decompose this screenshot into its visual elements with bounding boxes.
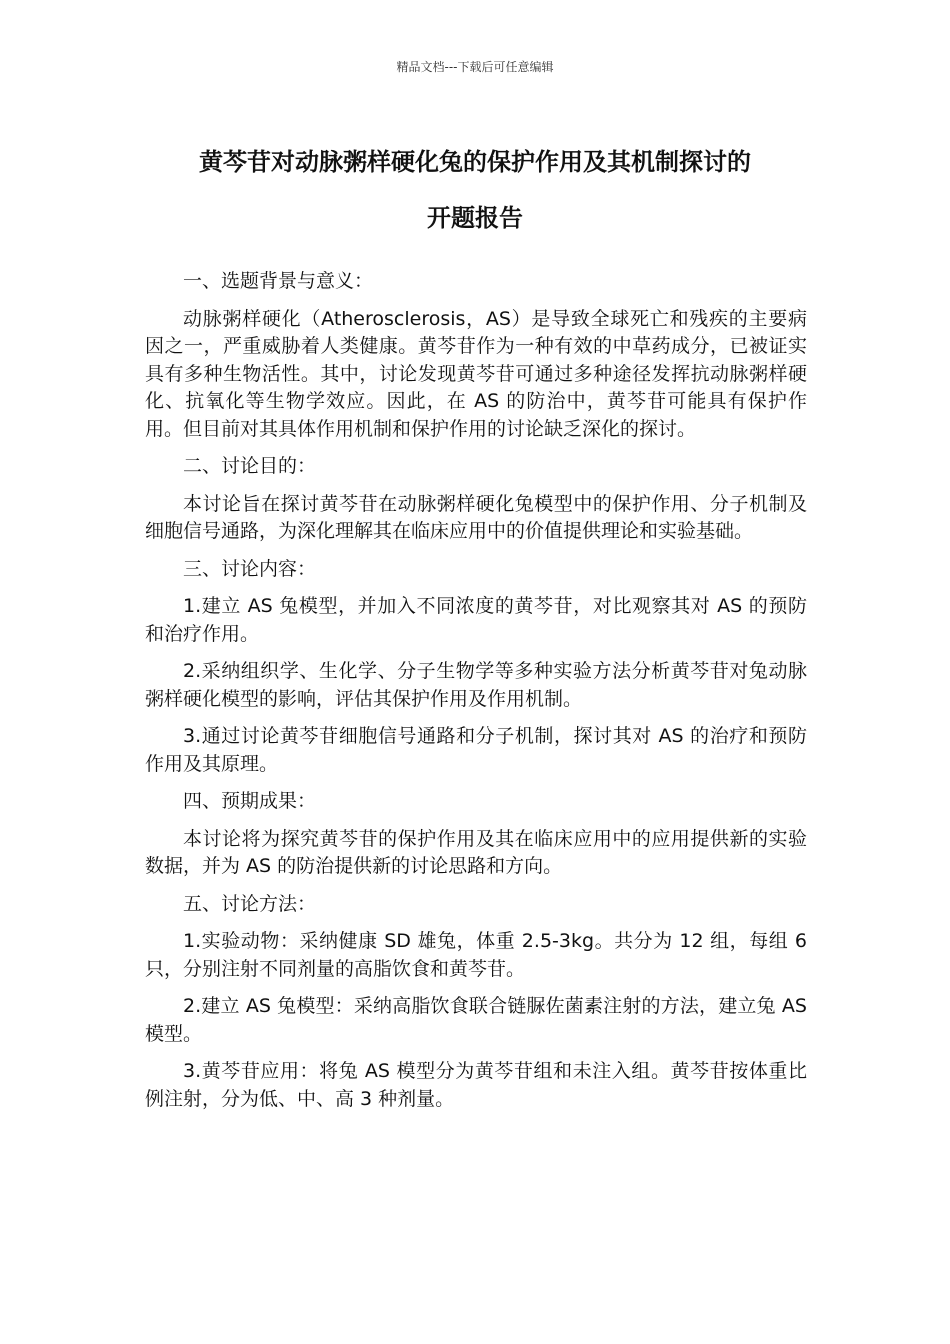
page-header: 精品文档---下载后可任意编辑 — [396, 60, 554, 74]
section-heading-purpose: 二、讨论目的： — [183, 455, 317, 477]
section-heading-methods: 五、讨论方法： — [183, 892, 317, 915]
paragraph-background: 动脉粥样硬化（Atherosclerosis，AS）是导致全球死亡和残疾的主要病因之一，严重威胁着人类健康。黄芩苷作为一种有效的中草药成分，已被证实具有多种生物活性。其中，讨论发现黄芩苷可通过多种途径发挥抗动脉粥样硬化、抗氧化等生物学效应。因此，在 AS 的防治中，黄芩苷可能具有保护作用。但目前对其具体作用机制和保护作用的讨论缺乏深化的探讨。 — [145, 307, 807, 440]
section-heading-expected: 四、预期成果： — [183, 790, 317, 812]
list-item-content-1: 1.建立 AS 兔模型，并加入不同浓度的黄芩苷，对比观察其对 AS 的预防和治疗作用。 — [145, 595, 807, 645]
list-item-content-3: 3.通过讨论黄芩苷细胞信号通路和分子机制，探讨其对 AS 的治疗和预防作用及其原理。 — [145, 725, 807, 775]
title-line-2: 开题报告 — [427, 204, 523, 232]
document-title — [140, 134, 810, 246]
document-body — [145, 268, 807, 1123]
list-item-methods-2: 2.建立 AS 兔模型：采纳高脂饮食联合链脲佐菌素注射的方法，建立兔 AS 模型。 — [145, 995, 807, 1045]
section-heading-background: 一、选题背景与意义： — [183, 270, 374, 292]
list-item-methods-3: 3.黄芩苷应用：将兔 AS 模型分为黄芩苷组和未注入组。黄芩苷按体重比例注射，分为低、中、高 3 种剂量。 — [145, 1060, 807, 1110]
list-item-methods-1: 1.实验动物：采纳健康 SD 雄兔，体重 2.5-3kg。共分为 12 组，每组 6 只，分别注射不同剂量的高脂饮食和黄芩苷。 — [145, 930, 807, 980]
section-heading-content: 三、讨论内容： — [183, 557, 317, 580]
paragraph-purpose: 本讨论旨在探讨黄芩苷在动脉粥样硬化兔模型中的保护作用、分子机制及细胞信号通路，为深化理解其在临床应用中的价值提供理论和实验基础。 — [145, 492, 807, 542]
paragraph-expected: 本讨论将为探究黄芩苷的保护作用及其在临床应用中的应用提供新的实验数据，并为 AS 的防治提供新的讨论思路和方向。 — [145, 827, 807, 877]
list-item-content-2: 2.采纳组织学、生化学、分子生物学等多种实验方法分析黄芩苷对兔动脉粥样硬化模型的影响，评估其保护作用及作用机制。 — [145, 660, 807, 710]
title-line-1: 黄芩苷对动脉粥样硬化兔的保护作用及其机制探讨的 — [199, 148, 751, 176]
